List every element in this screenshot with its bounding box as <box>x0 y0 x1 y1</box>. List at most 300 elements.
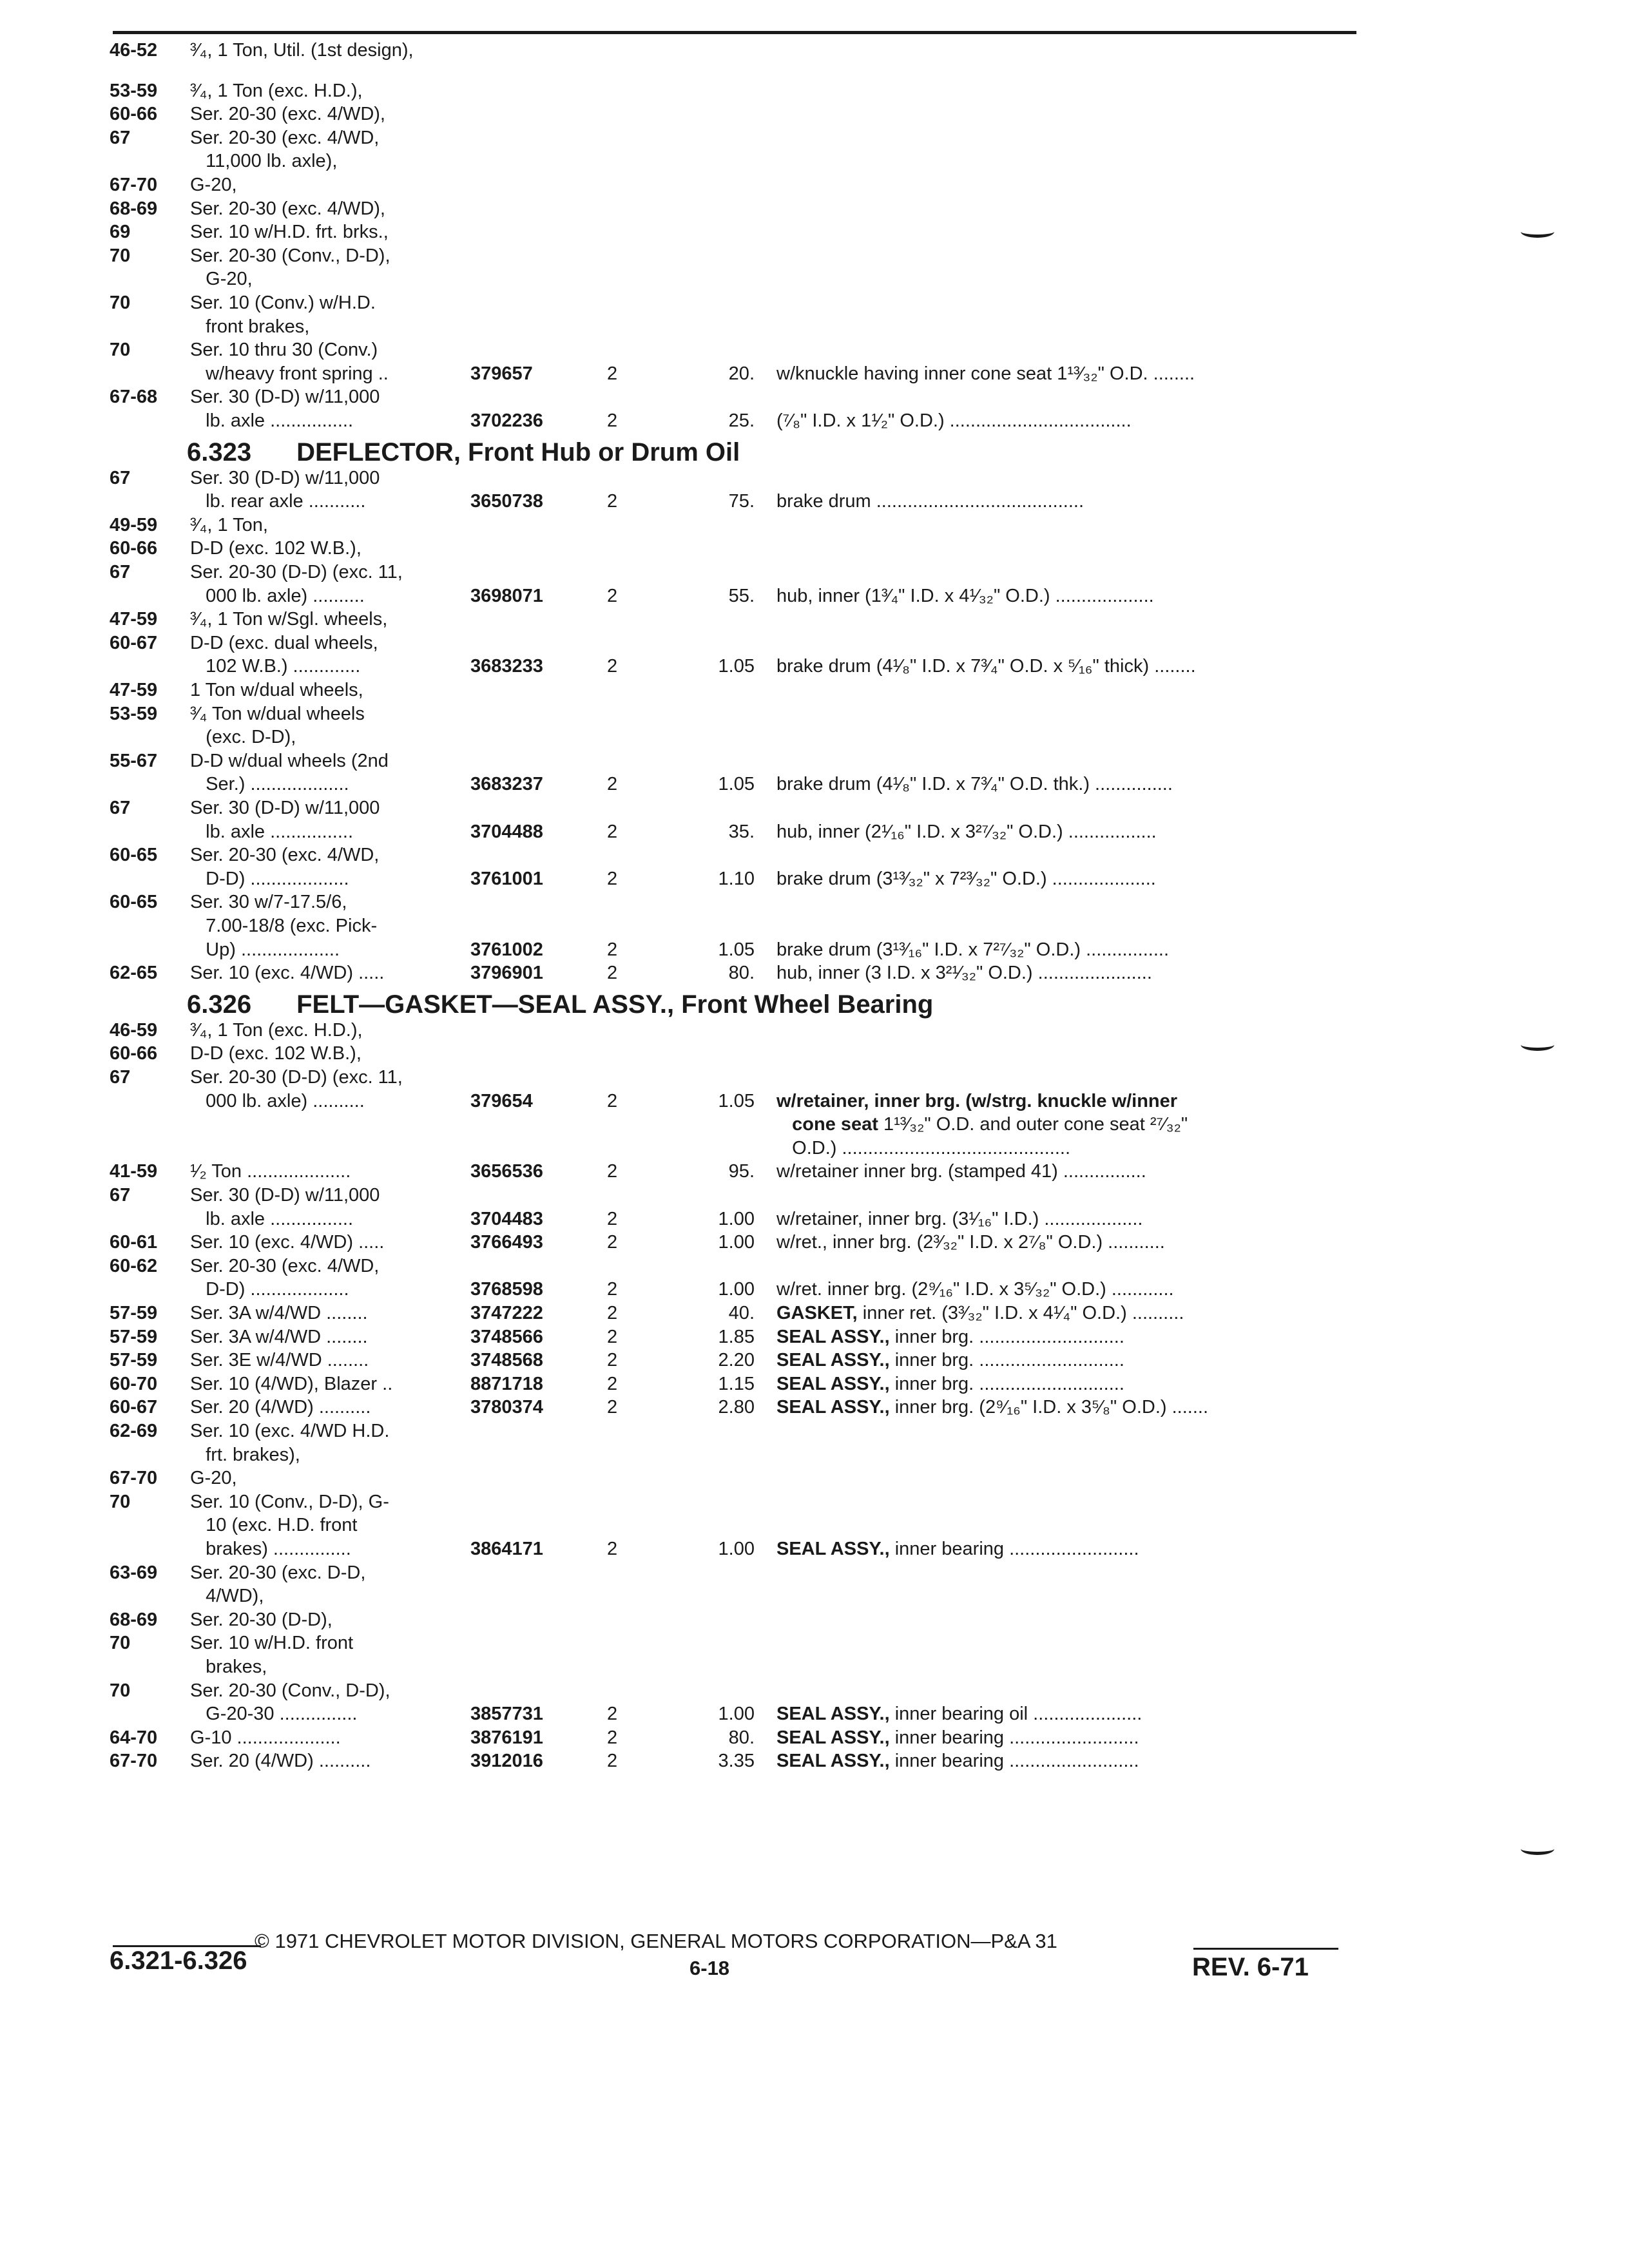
parts-row <box>110 490 1366 513</box>
parts-row <box>110 1372 1366 1396</box>
description-text: w/retainer inner brg. (stamped 41) ................ <box>776 1161 1146 1182</box>
parts-row <box>110 1137 1366 1160</box>
quantity: 2 <box>607 1704 618 1725</box>
description-text: brake drum (3¹³⁄₁₆" I.D. x 7²⁷⁄₃₂" O.D.) ................ <box>776 939 1170 960</box>
list-price: 2.80 <box>718 1397 755 1418</box>
application: Ser. 3E w/4/WD ........ <box>190 1350 369 1371</box>
parts-row <box>110 514 1366 537</box>
description-keyword: w/retainer, inner brg. (w/strg. knuckle w/inner <box>776 1090 1178 1111</box>
description-keyword: GASKET, <box>776 1303 858 1323</box>
parts-row <box>110 1325 1366 1349</box>
part-description <box>776 1278 1174 1301</box>
application: Ser. 20-30 (exc. D-D, <box>190 1562 366 1583</box>
quantity: 2 <box>607 1397 618 1418</box>
top-rule <box>113 31 1356 34</box>
description-text: O.D.) ............................................ <box>776 1137 1071 1158</box>
part-description <box>776 1702 1142 1725</box>
model-years: 70 <box>110 245 131 266</box>
part-number: 379657 <box>470 363 533 384</box>
model-years: 60-62 <box>110 1255 158 1276</box>
parts-row <box>110 1278 1366 1301</box>
section-range: 6.321-6.326 <box>110 1946 247 1975</box>
parts-row <box>110 79 1366 102</box>
application: Ser. 20-30 (exc. 4/WD), <box>190 104 385 125</box>
model-years: 67 <box>110 467 131 488</box>
part-description <box>776 867 1156 890</box>
list-price: .55 <box>728 585 755 606</box>
application: Up) ................... <box>190 939 340 960</box>
quantity: 2 <box>607 939 618 960</box>
list-price: 1.00 <box>718 1279 755 1300</box>
model-years: 49-59 <box>110 514 158 535</box>
application: G-20, <box>190 1468 237 1489</box>
list-price: .40 <box>728 1303 755 1323</box>
application: lb. axle ................ <box>190 821 354 842</box>
description-keyword: SEAL ASSY., <box>776 1704 890 1725</box>
parts-row <box>110 126 1366 149</box>
quantity: 2 <box>607 410 618 431</box>
part-description <box>776 773 1173 796</box>
model-years: 70 <box>110 1633 131 1654</box>
parts-row <box>110 1679 1366 1702</box>
description-text: inner brg. ............................ <box>889 1350 1124 1371</box>
parts-row <box>110 409 1366 432</box>
part-number: 3747222 <box>470 1303 543 1323</box>
list-price: 2.20 <box>718 1350 755 1371</box>
application: ³⁄₄ Ton w/dual wheels <box>190 703 365 724</box>
parts-row <box>110 726 1366 749</box>
list-price: 1.05 <box>718 939 755 960</box>
model-years: 60-66 <box>110 104 158 125</box>
section-heading <box>187 989 933 1020</box>
part-number: 3704488 <box>470 821 543 842</box>
list-price: 1.10 <box>718 868 755 889</box>
parts-row <box>110 796 1366 820</box>
parts-row <box>110 584 1366 608</box>
model-years: 57-59 <box>110 1326 158 1347</box>
application: Ser. 20-30 (exc. 4/WD, <box>190 1255 380 1276</box>
parts-row <box>110 197 1366 220</box>
parts-row <box>110 961 1366 985</box>
application: ¹⁄₂ Ton .................... <box>190 1161 351 1182</box>
application: ³⁄₄, 1 Ton (exc. H.D.), <box>190 80 363 101</box>
application: G-20-30 ............... <box>190 1704 358 1725</box>
edge-mark-icon <box>1521 226 1554 238</box>
parts-row <box>110 773 1366 796</box>
quantity: 2 <box>607 1373 618 1394</box>
application: Ser. 30 (D-D) w/11,000 <box>190 798 380 818</box>
part-number: 3748568 <box>470 1350 543 1371</box>
model-years: 41-59 <box>110 1161 158 1182</box>
part-number: 3876191 <box>470 1727 543 1748</box>
application: Ser. 20-30 (exc. 4/WD), <box>190 198 385 219</box>
description-keyword: SEAL ASSY., <box>776 1727 890 1748</box>
part-description <box>776 362 1195 385</box>
parts-row <box>110 1160 1366 1183</box>
parts-row <box>110 1537 1366 1561</box>
model-years: 70 <box>110 293 131 313</box>
parts-row <box>110 1631 1366 1655</box>
list-price: 1.85 <box>718 1326 755 1347</box>
application: Ser. 20 (4/WD) .......... <box>190 1397 371 1418</box>
part-description <box>776 409 1132 432</box>
part-description <box>776 961 1152 985</box>
application: Ser. 10 thru 30 (Conv.) <box>190 340 378 361</box>
part-description <box>776 1207 1142 1231</box>
part-description <box>776 655 1196 678</box>
parts-row <box>110 1443 1366 1466</box>
parts-row <box>110 631 1366 655</box>
part-description <box>776 1113 1188 1136</box>
part-description <box>776 1749 1139 1773</box>
parts-row <box>110 244 1366 267</box>
model-years: 67-70 <box>110 1468 158 1489</box>
application: Ser. 20-30 (D-D) (exc. 11, <box>190 1067 403 1088</box>
copyright-line: © 1971 CHEVROLET MOTOR DIVISION, GENERAL MOTORS CORPORATION—P&A 31 <box>255 1930 1057 1952</box>
part-description <box>776 1372 1124 1396</box>
parts-row <box>110 678 1366 702</box>
model-years: 67 <box>110 798 131 818</box>
parts-row <box>110 315 1366 338</box>
description-text: inner brg. ............................ <box>889 1326 1124 1347</box>
description-text: brake drum (4¹⁄₈" I.D. x 7³⁄₄" O.D. thk.) ............... <box>776 774 1173 795</box>
parts-row <box>110 1396 1366 1419</box>
part-number: 3650738 <box>470 491 543 512</box>
quantity: 2 <box>607 1279 618 1300</box>
application: Ser. 10 (exc. 4/WD H.D. <box>190 1421 390 1441</box>
application: Ser. 10 w/H.D. frt. brks., <box>190 222 389 243</box>
model-years: 67 <box>110 1185 131 1206</box>
parts-row <box>110 1419 1366 1443</box>
part-number: 3683233 <box>470 656 543 677</box>
parts-row <box>110 1349 1366 1372</box>
quantity: 2 <box>607 363 618 384</box>
model-years: 60-65 <box>110 845 158 866</box>
application: Ser. 30 (D-D) w/11,000 <box>190 467 380 488</box>
parts-row <box>110 1490 1366 1514</box>
application: Ser. 20-30 (Conv., D-D), <box>190 245 390 266</box>
model-years: 69 <box>110 222 131 243</box>
footer-rule-right <box>1193 1948 1338 1950</box>
application: ³⁄₄, 1 Ton w/Sgl. wheels, <box>190 609 388 630</box>
model-years: 57-59 <box>110 1303 158 1323</box>
description-text: w/ret. inner brg. (2⁹⁄₁₆" I.D. x 3⁵⁄₃₂" O.D.) ............ <box>776 1279 1174 1300</box>
description-keyword: cone seat <box>776 1114 878 1135</box>
list-price: 1.05 <box>718 774 755 795</box>
model-years: 67 <box>110 127 131 148</box>
parts-row <box>110 466 1366 490</box>
parts-row <box>110 149 1366 173</box>
quantity: 2 <box>607 1350 618 1371</box>
application: D-D (exc. 102 W.B.), <box>190 538 361 559</box>
part-number: 3761002 <box>470 939 543 960</box>
revision-label: REV. 6-71 <box>1192 1953 1309 1981</box>
description-text: w/ret., inner brg. (2³⁄₃₂" I.D. x 2⁷⁄₈" O.D.) ........... <box>776 1232 1165 1253</box>
part-description <box>776 1325 1124 1349</box>
description-text: w/retainer, inner brg. (3¹⁄₁₆" I.D.) ................... <box>776 1208 1143 1229</box>
application: Ser. 3A w/4/WD ........ <box>190 1303 368 1323</box>
edge-mark-icon <box>1521 1843 1554 1855</box>
parts-row <box>110 39 1366 62</box>
application: 1 Ton w/dual wheels, <box>190 680 363 700</box>
model-years: 67-70 <box>110 175 158 195</box>
list-price: 1.00 <box>718 1539 755 1559</box>
application: G-10 .................... <box>190 1727 341 1748</box>
part-number: 8871718 <box>470 1373 543 1394</box>
model-years: 64-70 <box>110 1727 158 1748</box>
description-text: brake drum ........................................ <box>776 491 1084 512</box>
application: Ser. 10 w/H.D. front <box>190 1633 354 1654</box>
parts-row <box>110 173 1366 197</box>
list-price: 1.00 <box>718 1208 755 1229</box>
list-price: .95 <box>728 1161 755 1182</box>
part-number: 3768598 <box>470 1279 543 1300</box>
part-number: 3766493 <box>470 1232 543 1253</box>
description-text: hub, inner (3 I.D. x 3²¹⁄₃₂" O.D.) ...................... <box>776 963 1152 984</box>
model-years: 60-65 <box>110 892 158 913</box>
model-years: 67 <box>110 1067 131 1088</box>
model-years: 60-66 <box>110 538 158 559</box>
parts-row <box>110 1561 1366 1584</box>
model-years: 55-67 <box>110 750 158 771</box>
list-price: .25 <box>728 410 755 431</box>
model-years: 68-69 <box>110 1609 158 1630</box>
parts-row <box>110 561 1366 584</box>
section-number: 6.326 <box>187 990 252 1019</box>
application: lb. axle ................ <box>190 1208 354 1229</box>
parts-row <box>110 537 1366 560</box>
parts-row <box>110 1466 1366 1490</box>
parts-row <box>110 608 1366 631</box>
application: Ser. 3A w/4/WD ........ <box>190 1326 368 1347</box>
part-description <box>776 1537 1139 1561</box>
model-years: 60-66 <box>110 1043 158 1064</box>
description-keyword: SEAL ASSY., <box>776 1397 890 1418</box>
application: 000 lb. axle) .......... <box>190 585 365 606</box>
application: 102 W.B.) ............. <box>190 656 361 677</box>
application: lb. rear axle ........... <box>190 491 366 512</box>
application: G-20, <box>190 269 253 290</box>
application: D-D) ................... <box>190 868 349 889</box>
application: D-D (exc. 102 W.B.), <box>190 1043 361 1064</box>
application: Ser. 20-30 (Conv., D-D), <box>190 1680 390 1701</box>
description-text: (⁷⁄₈" I.D. x 1¹⁄₂" O.D.) ................................... <box>776 410 1132 431</box>
description-keyword: SEAL ASSY., <box>776 1539 890 1559</box>
description-text: hub, inner (1³⁄₄" I.D. x 4¹⁄₃₂" O.D.) ................... <box>776 585 1154 606</box>
model-years: 53-59 <box>110 80 158 101</box>
section-heading <box>187 437 740 468</box>
parts-row <box>110 867 1366 890</box>
quantity: 2 <box>607 1208 618 1229</box>
part-number: 3748566 <box>470 1326 543 1347</box>
parts-row <box>110 914 1366 937</box>
parts-row <box>110 1254 1366 1278</box>
parts-row <box>110 749 1366 773</box>
parts-row <box>110 1019 1366 1042</box>
list-price: 3.35 <box>718 1751 755 1772</box>
part-number: 3912016 <box>470 1751 543 1772</box>
quantity: 2 <box>607 1232 618 1253</box>
description-text: brake drum (4¹⁄₈" I.D. x 7³⁄₄" O.D. x ⁵⁄₁₆" thick) ........ <box>776 656 1196 677</box>
part-description <box>776 938 1169 961</box>
parts-row <box>110 1066 1366 1089</box>
part-description <box>776 584 1154 608</box>
application: 11,000 lb. axle), <box>190 151 338 172</box>
parts-row <box>110 338 1366 361</box>
application: 7.00-18/8 (exc. Pick- <box>190 916 378 936</box>
application: ³⁄₄, 1 Ton, Util. (1st design), <box>190 40 414 61</box>
parts-row <box>110 1726 1366 1749</box>
part-number: 3683237 <box>470 774 543 795</box>
model-years: 70 <box>110 1491 131 1512</box>
quantity: 2 <box>607 1161 618 1182</box>
part-description <box>776 1231 1165 1254</box>
section-title: FELT—GASKET—SEAL ASSY., Front Wheel Bearing <box>296 990 934 1019</box>
model-years: 46-59 <box>110 1019 158 1041</box>
application: Ser. 10 (4/WD), Blazer .. <box>190 1373 393 1394</box>
model-years: 67-70 <box>110 1751 158 1772</box>
parts-row <box>110 1584 1366 1608</box>
quantity: 2 <box>607 1090 618 1111</box>
description-text: inner bearing ......................... <box>889 1727 1139 1748</box>
description-keyword: SEAL ASSY., <box>776 1350 890 1371</box>
part-number: 3704483 <box>470 1208 543 1229</box>
model-years: 60-61 <box>110 1232 158 1253</box>
parts-row <box>110 1090 1366 1113</box>
quantity: 2 <box>607 821 618 842</box>
parts-row <box>110 1113 1366 1136</box>
model-years: 62-65 <box>110 963 158 984</box>
description-keyword: SEAL ASSY., <box>776 1373 890 1394</box>
part-description <box>776 1349 1124 1372</box>
quantity: 2 <box>607 1326 618 1347</box>
description-text: inner bearing ......................... <box>889 1751 1139 1772</box>
application: brakes) ............... <box>190 1539 351 1559</box>
model-years: 67-68 <box>110 387 158 408</box>
application: (exc. D-D), <box>190 727 296 748</box>
application: Ser. 30 (D-D) w/11,000 <box>190 387 380 408</box>
part-description <box>776 490 1084 513</box>
application: Ser. 30 (D-D) w/11,000 <box>190 1185 380 1206</box>
part-number: 3702236 <box>470 410 543 431</box>
parts-row <box>110 385 1366 408</box>
list-price: .80 <box>728 1727 755 1748</box>
quantity: 2 <box>607 491 618 512</box>
parts-row <box>110 220 1366 244</box>
description-text: 1¹³⁄₃₂" O.D. and outer cone seat ²⁷⁄₃₂" <box>878 1114 1188 1135</box>
model-years: 70 <box>110 1680 131 1701</box>
description-text: inner bearing oil ..................... <box>889 1704 1142 1725</box>
parts-row <box>110 1749 1366 1773</box>
application: lb. axle ................ <box>190 410 354 431</box>
application: D-D) ................... <box>190 1279 349 1300</box>
model-years: 60-67 <box>110 632 158 653</box>
parts-row <box>110 820 1366 843</box>
application: D-D w/dual wheels (2nd <box>190 750 389 771</box>
part-number: 379654 <box>470 1090 533 1111</box>
description-text: w/knuckle having inner cone seat 1¹³⁄₃₂" O.D. ........ <box>776 363 1195 384</box>
description-text: inner brg. (2⁹⁄₁₆" I.D. x 3⁵⁄₈" O.D.) ....... <box>889 1397 1209 1418</box>
list-price: .35 <box>728 821 755 842</box>
application: Ser.) ................... <box>190 774 349 795</box>
part-number: 3780374 <box>470 1397 543 1418</box>
part-number: 3761001 <box>470 868 543 889</box>
application: Ser. 20-30 (exc. 4/WD, <box>190 127 380 148</box>
application: G-20, <box>190 175 237 195</box>
quantity: 2 <box>607 868 618 889</box>
model-years: 68-69 <box>110 198 158 219</box>
description-text: brake drum (3¹³⁄₃₂" x 7²³⁄₃₂" O.D.) .................... <box>776 868 1156 889</box>
description-text: inner ret. (3³⁄₃₂" I.D. x 4¹⁄₄" O.D.) .......... <box>857 1303 1184 1323</box>
part-number: 3857731 <box>470 1704 543 1725</box>
description-text: inner bearing ......................... <box>889 1539 1139 1559</box>
application: Ser. 20 (4/WD) .......... <box>190 1751 371 1772</box>
parts-row <box>110 702 1366 726</box>
list-price: 1.00 <box>718 1232 755 1253</box>
application: 000 lb. axle) .......... <box>190 1090 365 1111</box>
application: Ser. 10 (exc. 4/WD) ..... <box>190 963 385 984</box>
page-number: 6-18 <box>689 1957 730 1979</box>
list-price: 1.05 <box>718 656 755 677</box>
application: Ser. 30 w/7-17.5/6, <box>190 892 347 913</box>
application: brakes, <box>190 1657 267 1677</box>
description-keyword: SEAL ASSY., <box>776 1751 890 1772</box>
part-number: 3698071 <box>470 585 543 606</box>
parts-row <box>110 1302 1366 1325</box>
model-years: 57-59 <box>110 1350 158 1371</box>
part-description <box>776 1137 1070 1160</box>
application: front brakes, <box>190 316 310 337</box>
application: frt. brakes), <box>190 1444 300 1465</box>
part-description <box>776 820 1157 843</box>
description-keyword: SEAL ASSY., <box>776 1326 890 1347</box>
parts-row <box>110 938 1366 961</box>
part-description <box>776 1726 1139 1749</box>
quantity: 2 <box>607 1539 618 1559</box>
model-years: 47-59 <box>110 609 158 630</box>
quantity: 2 <box>607 1727 618 1748</box>
section-number: 6.323 <box>187 437 252 466</box>
parts-row <box>110 1231 1366 1254</box>
parts-row <box>110 362 1366 385</box>
model-years: 47-59 <box>110 680 158 700</box>
parts-row <box>110 1042 1366 1065</box>
part-number: 3864171 <box>470 1539 543 1559</box>
quantity: 2 <box>607 963 618 984</box>
parts-row <box>110 102 1366 126</box>
quantity: 2 <box>607 1303 618 1323</box>
application: w/heavy front spring .. <box>190 363 389 384</box>
parts-row <box>110 1207 1366 1231</box>
quantity: 2 <box>607 774 618 795</box>
edge-mark-icon <box>1521 1039 1554 1051</box>
model-years: 70 <box>110 340 131 361</box>
model-years: 60-67 <box>110 1397 158 1418</box>
page-footer <box>110 1923 1366 2052</box>
parts-row <box>110 655 1366 678</box>
model-years: 46-52 <box>110 40 158 61</box>
part-description <box>776 1396 1208 1419</box>
parts-row <box>110 267 1366 291</box>
list-price: 1.15 <box>718 1373 755 1394</box>
model-years: 62-69 <box>110 1421 158 1441</box>
quantity: 2 <box>607 1751 618 1772</box>
application: Ser. 20-30 (exc. 4/WD, <box>190 845 380 866</box>
list-price: 1.00 <box>718 1704 755 1725</box>
part-description <box>776 1302 1184 1325</box>
application: Ser. 10 (Conv.) w/H.D. <box>190 293 376 313</box>
section-title: DEFLECTOR, Front Hub or Drum Oil <box>296 437 740 466</box>
